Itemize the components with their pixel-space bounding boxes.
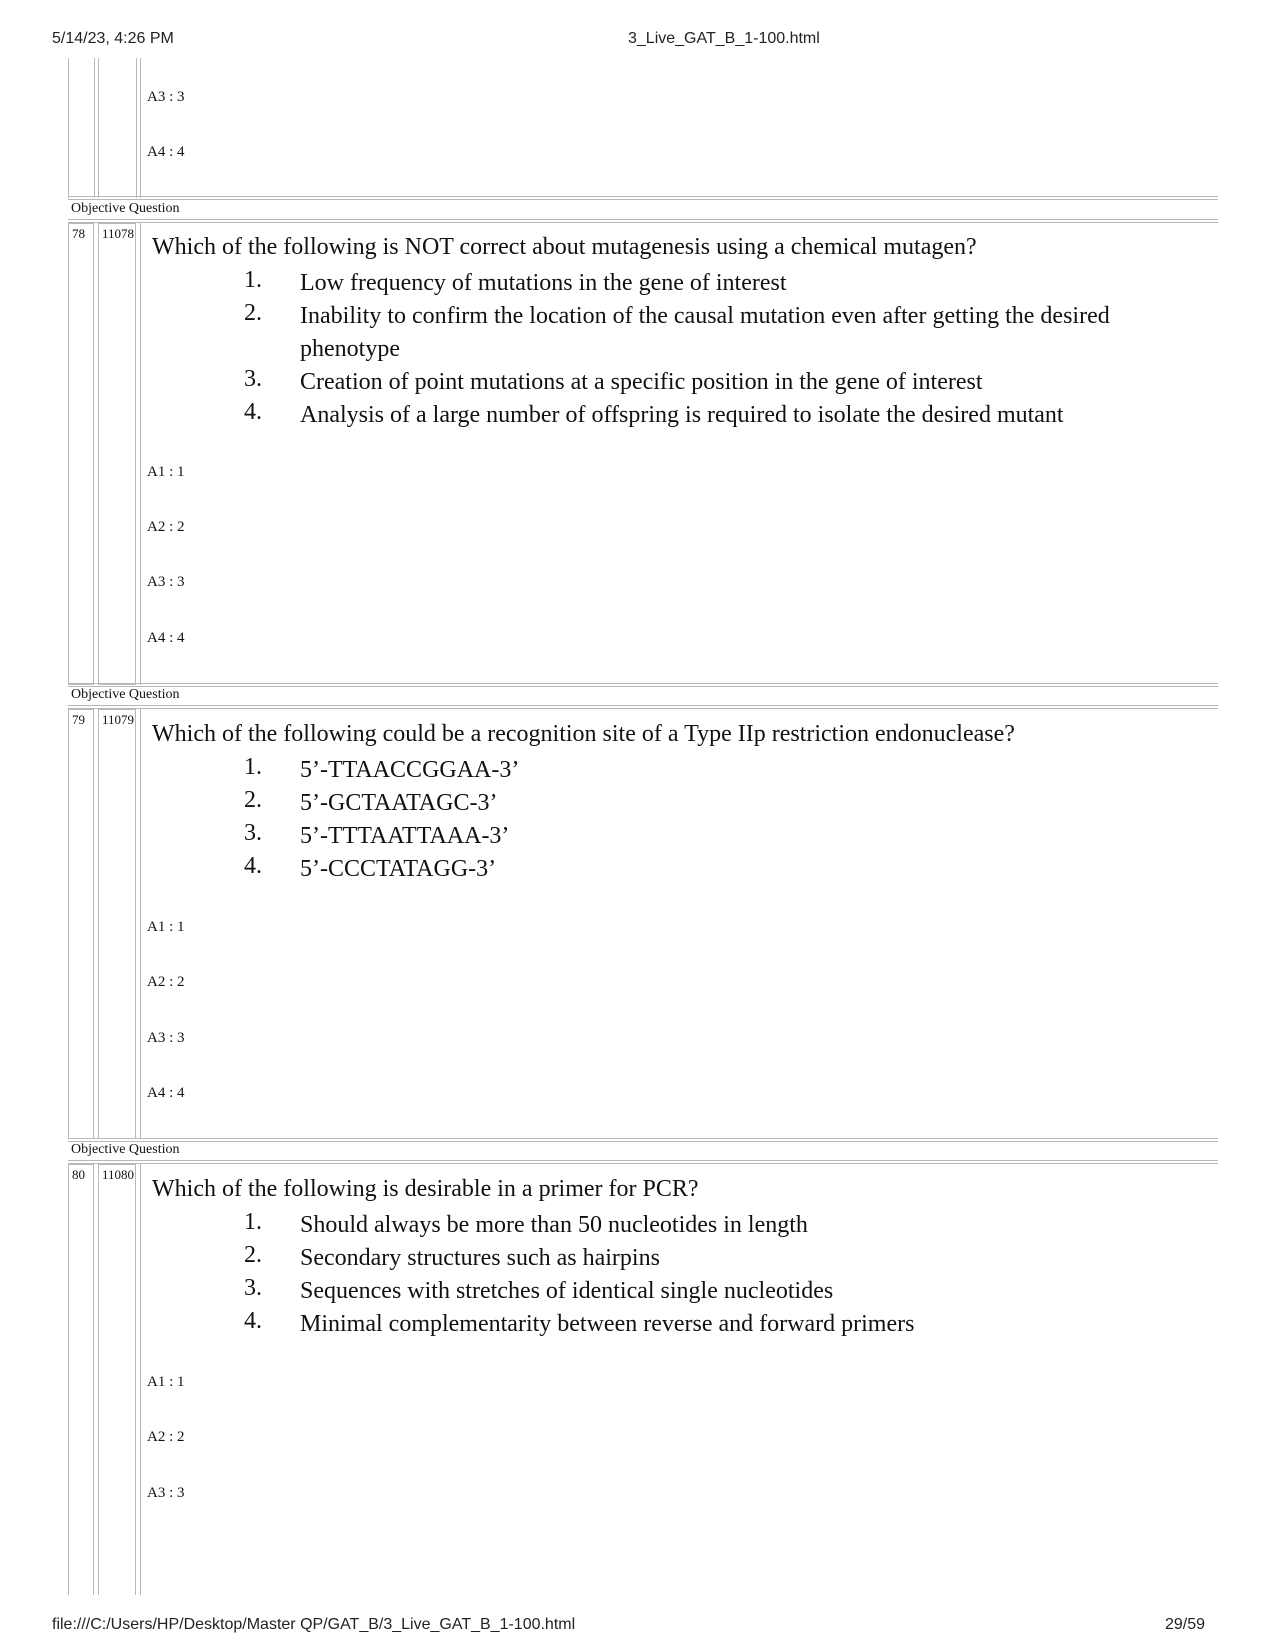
question-stem: Which of the following could be a recognition site of a Type IIp restriction endonuclease? — [152, 721, 1015, 747]
option-number: 1. — [244, 267, 262, 293]
option-number: 4. — [244, 853, 262, 879]
answer-option: A1 : 1 — [147, 1374, 185, 1390]
answer-option: A3 : 3 — [147, 89, 185, 105]
option-number: 3. — [244, 820, 262, 846]
print-datetime: 5/14/23, 4:26 PM — [52, 30, 174, 47]
question-stem: Which of the following is desirable in a primer for PCR? — [152, 1176, 699, 1202]
table-border — [94, 58, 95, 198]
answer-option: A1 : 1 — [147, 919, 185, 935]
table-border — [140, 223, 141, 685]
row-divider — [68, 196, 1218, 200]
option-number: 4. — [244, 399, 262, 425]
question-id: 11078 — [98, 223, 136, 685]
table-border — [140, 58, 141, 198]
table-border — [68, 58, 69, 198]
question-number: 79 — [68, 709, 94, 1139]
option-text: 5’-TTAACCGGAA-3’ — [300, 757, 520, 783]
question-id: 11080 — [98, 1164, 136, 1595]
answer-option: A2 : 2 — [147, 519, 185, 535]
row-divider — [68, 1138, 1218, 1142]
table-border — [98, 58, 99, 198]
answer-option: A2 : 2 — [147, 974, 185, 990]
option-text: 5’-TTTAATTAAA-3’ — [300, 823, 510, 849]
option-text: Should always be more than 50 nucleotides in length — [300, 1212, 808, 1238]
section-label: Objective Question — [71, 1142, 180, 1157]
answer-option: A3 : 3 — [147, 1485, 185, 1501]
answer-option: A3 : 3 — [147, 1030, 185, 1046]
option-number: 3. — [244, 366, 262, 392]
section-label: Objective Question — [71, 687, 180, 702]
table-border — [136, 58, 137, 198]
answer-option: A3 : 3 — [147, 574, 185, 590]
question-number: 78 — [68, 223, 94, 685]
answer-option: A4 : 4 — [147, 144, 185, 160]
question-paper — [68, 58, 1218, 1595]
option-number: 2. — [244, 787, 262, 813]
option-text: 5’-CCCTATAGG-3’ — [300, 856, 497, 882]
option-text: Secondary structures such as hairpins — [300, 1245, 660, 1271]
option-number: 2. — [244, 1242, 262, 1268]
file-path: file:///C:/Users/HP/Desktop/Master QP/GAT_B/3_Live_GAT_B_1-100.html — [52, 1616, 576, 1633]
option-number: 1. — [244, 1209, 262, 1235]
answer-option: A2 : 2 — [147, 1429, 185, 1445]
row-divider — [68, 705, 1218, 709]
section-label: Objective Question — [71, 201, 180, 216]
answer-option: A4 : 4 — [147, 1085, 185, 1101]
print-title: 3_Live_GAT_B_1-100.html — [628, 30, 820, 47]
table-border — [140, 709, 141, 1139]
question-stem: Which of the following is NOT correct about mutagenesis using a chemical mutagen? — [152, 234, 977, 260]
row-divider — [68, 219, 1218, 223]
option-text: Low frequency of mutations in the gene of interest — [300, 270, 787, 296]
page-number: 29/59 — [1164, 1616, 1205, 1633]
row-divider — [68, 683, 1218, 687]
option-number: 4. — [244, 1308, 262, 1334]
option-text: Sequences with stretches of identical single nucleotides — [300, 1278, 834, 1304]
option-number: 3. — [244, 1275, 262, 1301]
print-header — [0, 30, 1275, 52]
option-text: Creation of point mutations at a specific position in the gene of interest — [300, 369, 983, 395]
option-number: 2. — [244, 300, 262, 326]
question-id: 11079 — [98, 709, 136, 1139]
answer-option: A4 : 4 — [147, 630, 185, 646]
print-footer — [0, 1616, 1275, 1638]
option-text: Minimal complementarity between reverse and forward primers — [300, 1311, 915, 1337]
question-number: 80 — [68, 1164, 94, 1595]
option-text: Inability to confirm the location of the causal mutation even after getting the desired phenotype — [300, 303, 1110, 362]
table-border — [140, 1164, 141, 1595]
option-text: Analysis of a large number of offspring is required to isolate the desired mutant — [300, 402, 1064, 428]
option-text: 5’-GCTAATAGC-3’ — [300, 790, 498, 816]
row-divider — [68, 1160, 1218, 1164]
option-number: 1. — [244, 754, 262, 780]
answer-option: A1 : 1 — [147, 464, 185, 480]
